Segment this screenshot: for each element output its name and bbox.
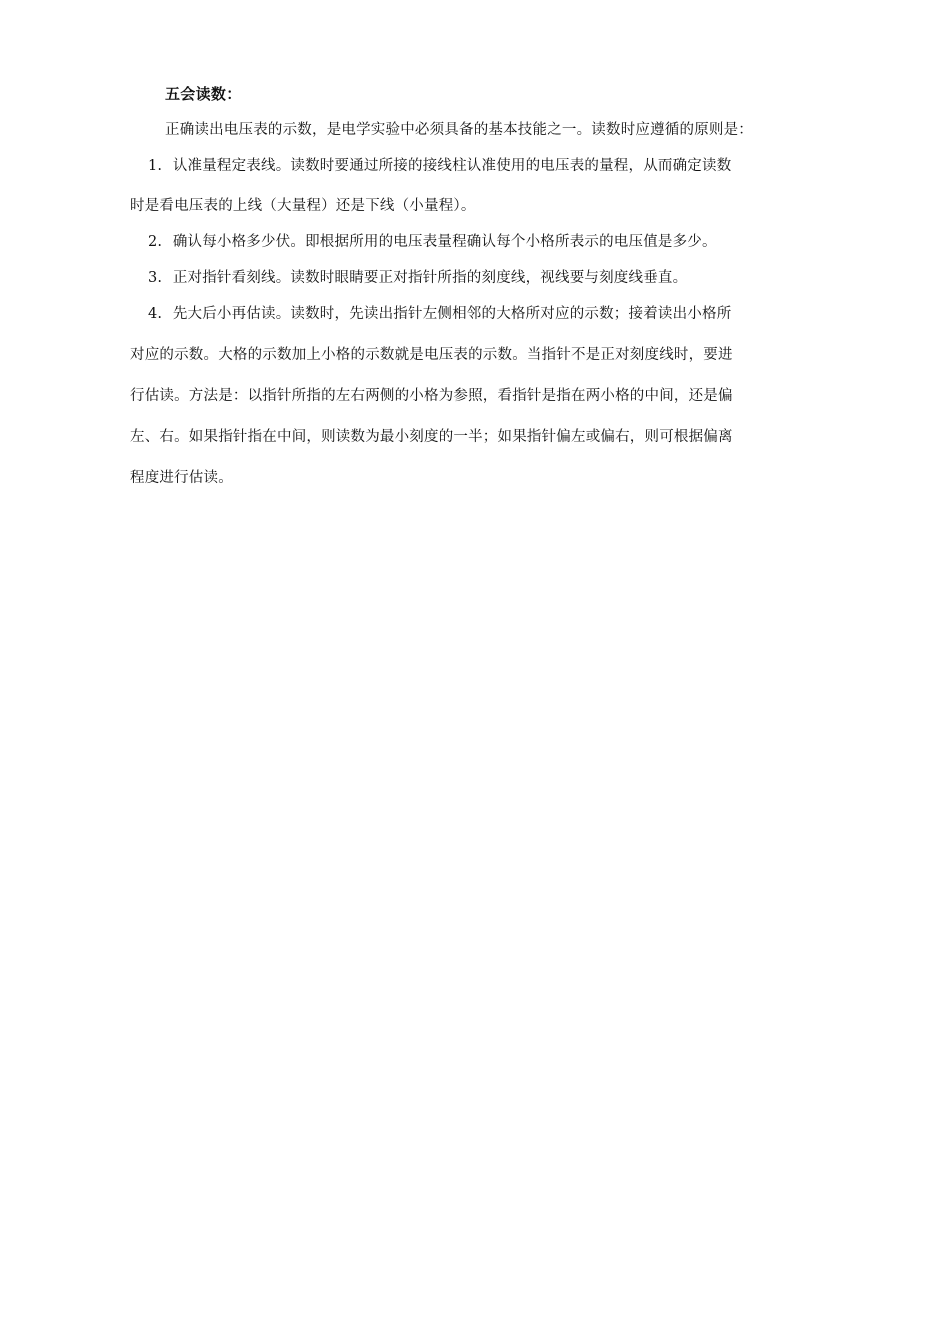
list-item-4-line-5: 程度进行估读。 bbox=[130, 470, 233, 486]
list-item-1-line-1 bbox=[148, 156, 731, 176]
list-item-4-line-2: 对应的示数。大格的示数加上小格的示数就是电压表的示数。当指针不是正对刻度线时，要进 bbox=[130, 347, 733, 363]
list-item-3-number: 3. bbox=[148, 270, 163, 286]
list-item-4-line-4: 左、右。如果指针指在中间，则读数为最小刻度的一半；如果指针偏左或偏右，则可根据偏离 bbox=[130, 429, 733, 445]
list-item-3 bbox=[148, 268, 687, 288]
list-item-2-number: 2. bbox=[148, 234, 163, 250]
list-item-4-text: 先大后小再估读。读数时，先读出指针左侧相邻的大格所对应的示数；接着读出小格所 bbox=[172, 306, 732, 322]
list-item-3-text: 正对指针看刻线。读数时眼睛要正对指针所指的刻度线，视线要与刻度线垂直。 bbox=[172, 270, 688, 286]
list-item-2-text: 确认每小格多少伏。即根据所用的电压表量程确认每个小格所表示的电压值是多少。 bbox=[172, 234, 717, 250]
list-item-1-text: 认准量程定表线。读数时要通过所接的接线柱认准使用的电压表的量程，从而确定读数 bbox=[172, 158, 732, 174]
list-item-4-number: 4. bbox=[148, 306, 163, 322]
list-item-4-line-1 bbox=[148, 304, 731, 324]
list-item-2 bbox=[148, 232, 717, 252]
intro-paragraph: 正确读出电压表的示数，是电学实验中必须具备的基本技能之一。读数时应遵循的原则是： bbox=[165, 122, 753, 138]
section-heading: 五会读数： bbox=[165, 85, 242, 103]
list-item-4-line-3: 行估读。方法是：以指针所指的左右两侧的小格为参照，看指针是指在两小格的中间，还是偏 bbox=[130, 388, 733, 404]
list-item-1-number: 1. bbox=[148, 158, 163, 174]
list-item-1-line-2: 时是看电压表的上线（大量程）还是下线（小量程）。 bbox=[130, 198, 476, 214]
